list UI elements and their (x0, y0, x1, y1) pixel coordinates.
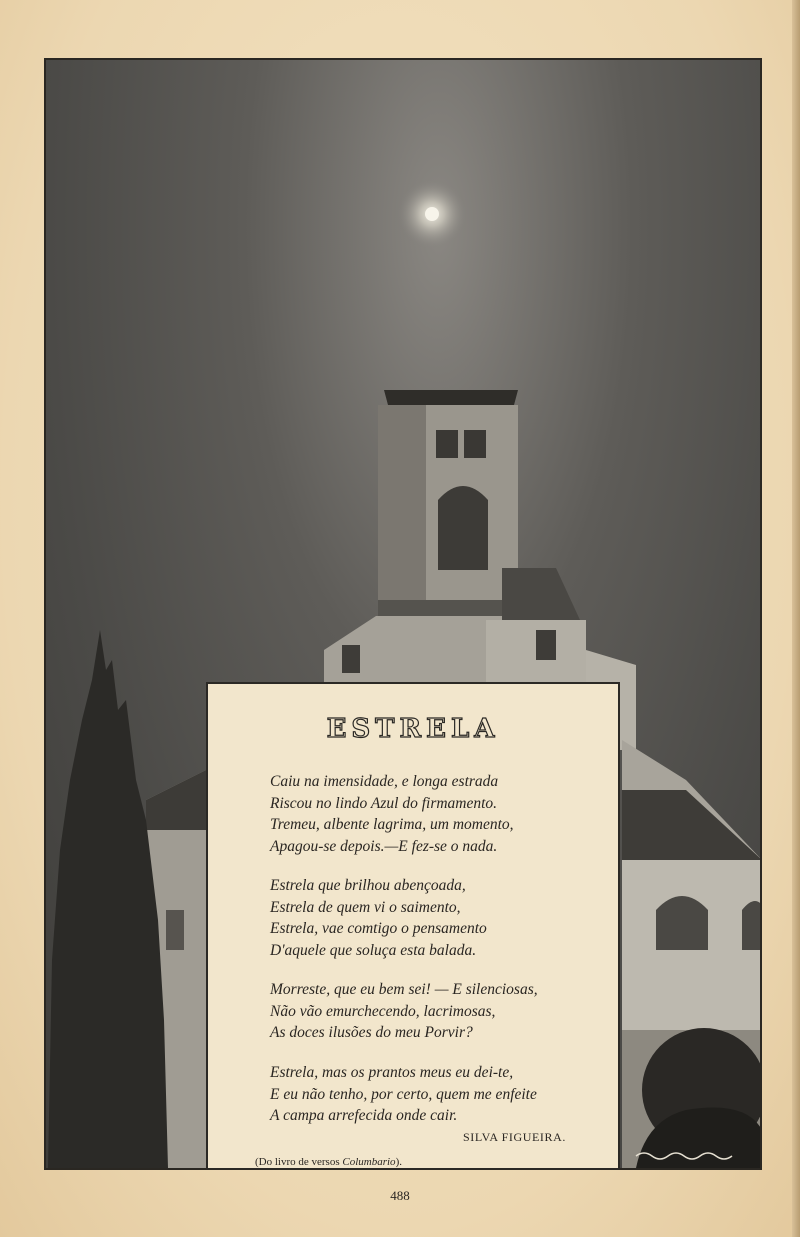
stanza-3 (270, 979, 538, 1044)
poem-box (206, 682, 620, 1170)
verse-line: Estrela que brilhou abençoada, (270, 877, 466, 894)
verse-line: Morreste, que eu bem sei! — E silenciosas, (270, 981, 538, 998)
verse-line: Não vão emurchecendo, lacrimosas, (270, 1002, 496, 1020)
moon (425, 207, 439, 221)
verse-line: Caiu na imensidade, e longa estrada (270, 773, 499, 790)
verse-line: Estrela, mas os prantos meus eu dei-te, (270, 1064, 514, 1081)
stanza-1 (270, 771, 514, 857)
poem-title: ESTRELA (326, 714, 500, 744)
verse-line: As doces ilusões do meu Porvir? (270, 1024, 473, 1041)
page-edge (792, 0, 800, 1237)
verse-line: Riscou no lindo Azul do firmamento. (270, 794, 498, 812)
page-number: 488 (390, 1188, 410, 1203)
source-prefix: (Do livro de versos (255, 1156, 343, 1168)
verse-line: Apagou-se depois.—E fez-se o nada. (270, 837, 498, 855)
source-book-title: Columbario (342, 1156, 396, 1168)
poem-author: SILVA FIGUEIRA. (462, 1130, 566, 1144)
source-note (255, 1156, 402, 1168)
verse-line: Estrela de quem vi o saimento, (270, 898, 461, 916)
verse-line: D'aquele que soluça esta balada. (270, 941, 477, 959)
source-suffix: ). (395, 1156, 402, 1168)
stanza-2 (270, 875, 487, 961)
verse-line: Tremeu, albente lagrima, um momento, (270, 816, 514, 833)
stanza-4 (270, 1062, 537, 1127)
verse-line: Estrela, vae comtigo o pensamento (270, 920, 487, 937)
cypress-tree (48, 630, 168, 1168)
verse-line: E eu não tenho, por certo, quem me enfeite (270, 1085, 537, 1103)
verse-line: A campa arrefecida onde cair. (270, 1107, 458, 1124)
